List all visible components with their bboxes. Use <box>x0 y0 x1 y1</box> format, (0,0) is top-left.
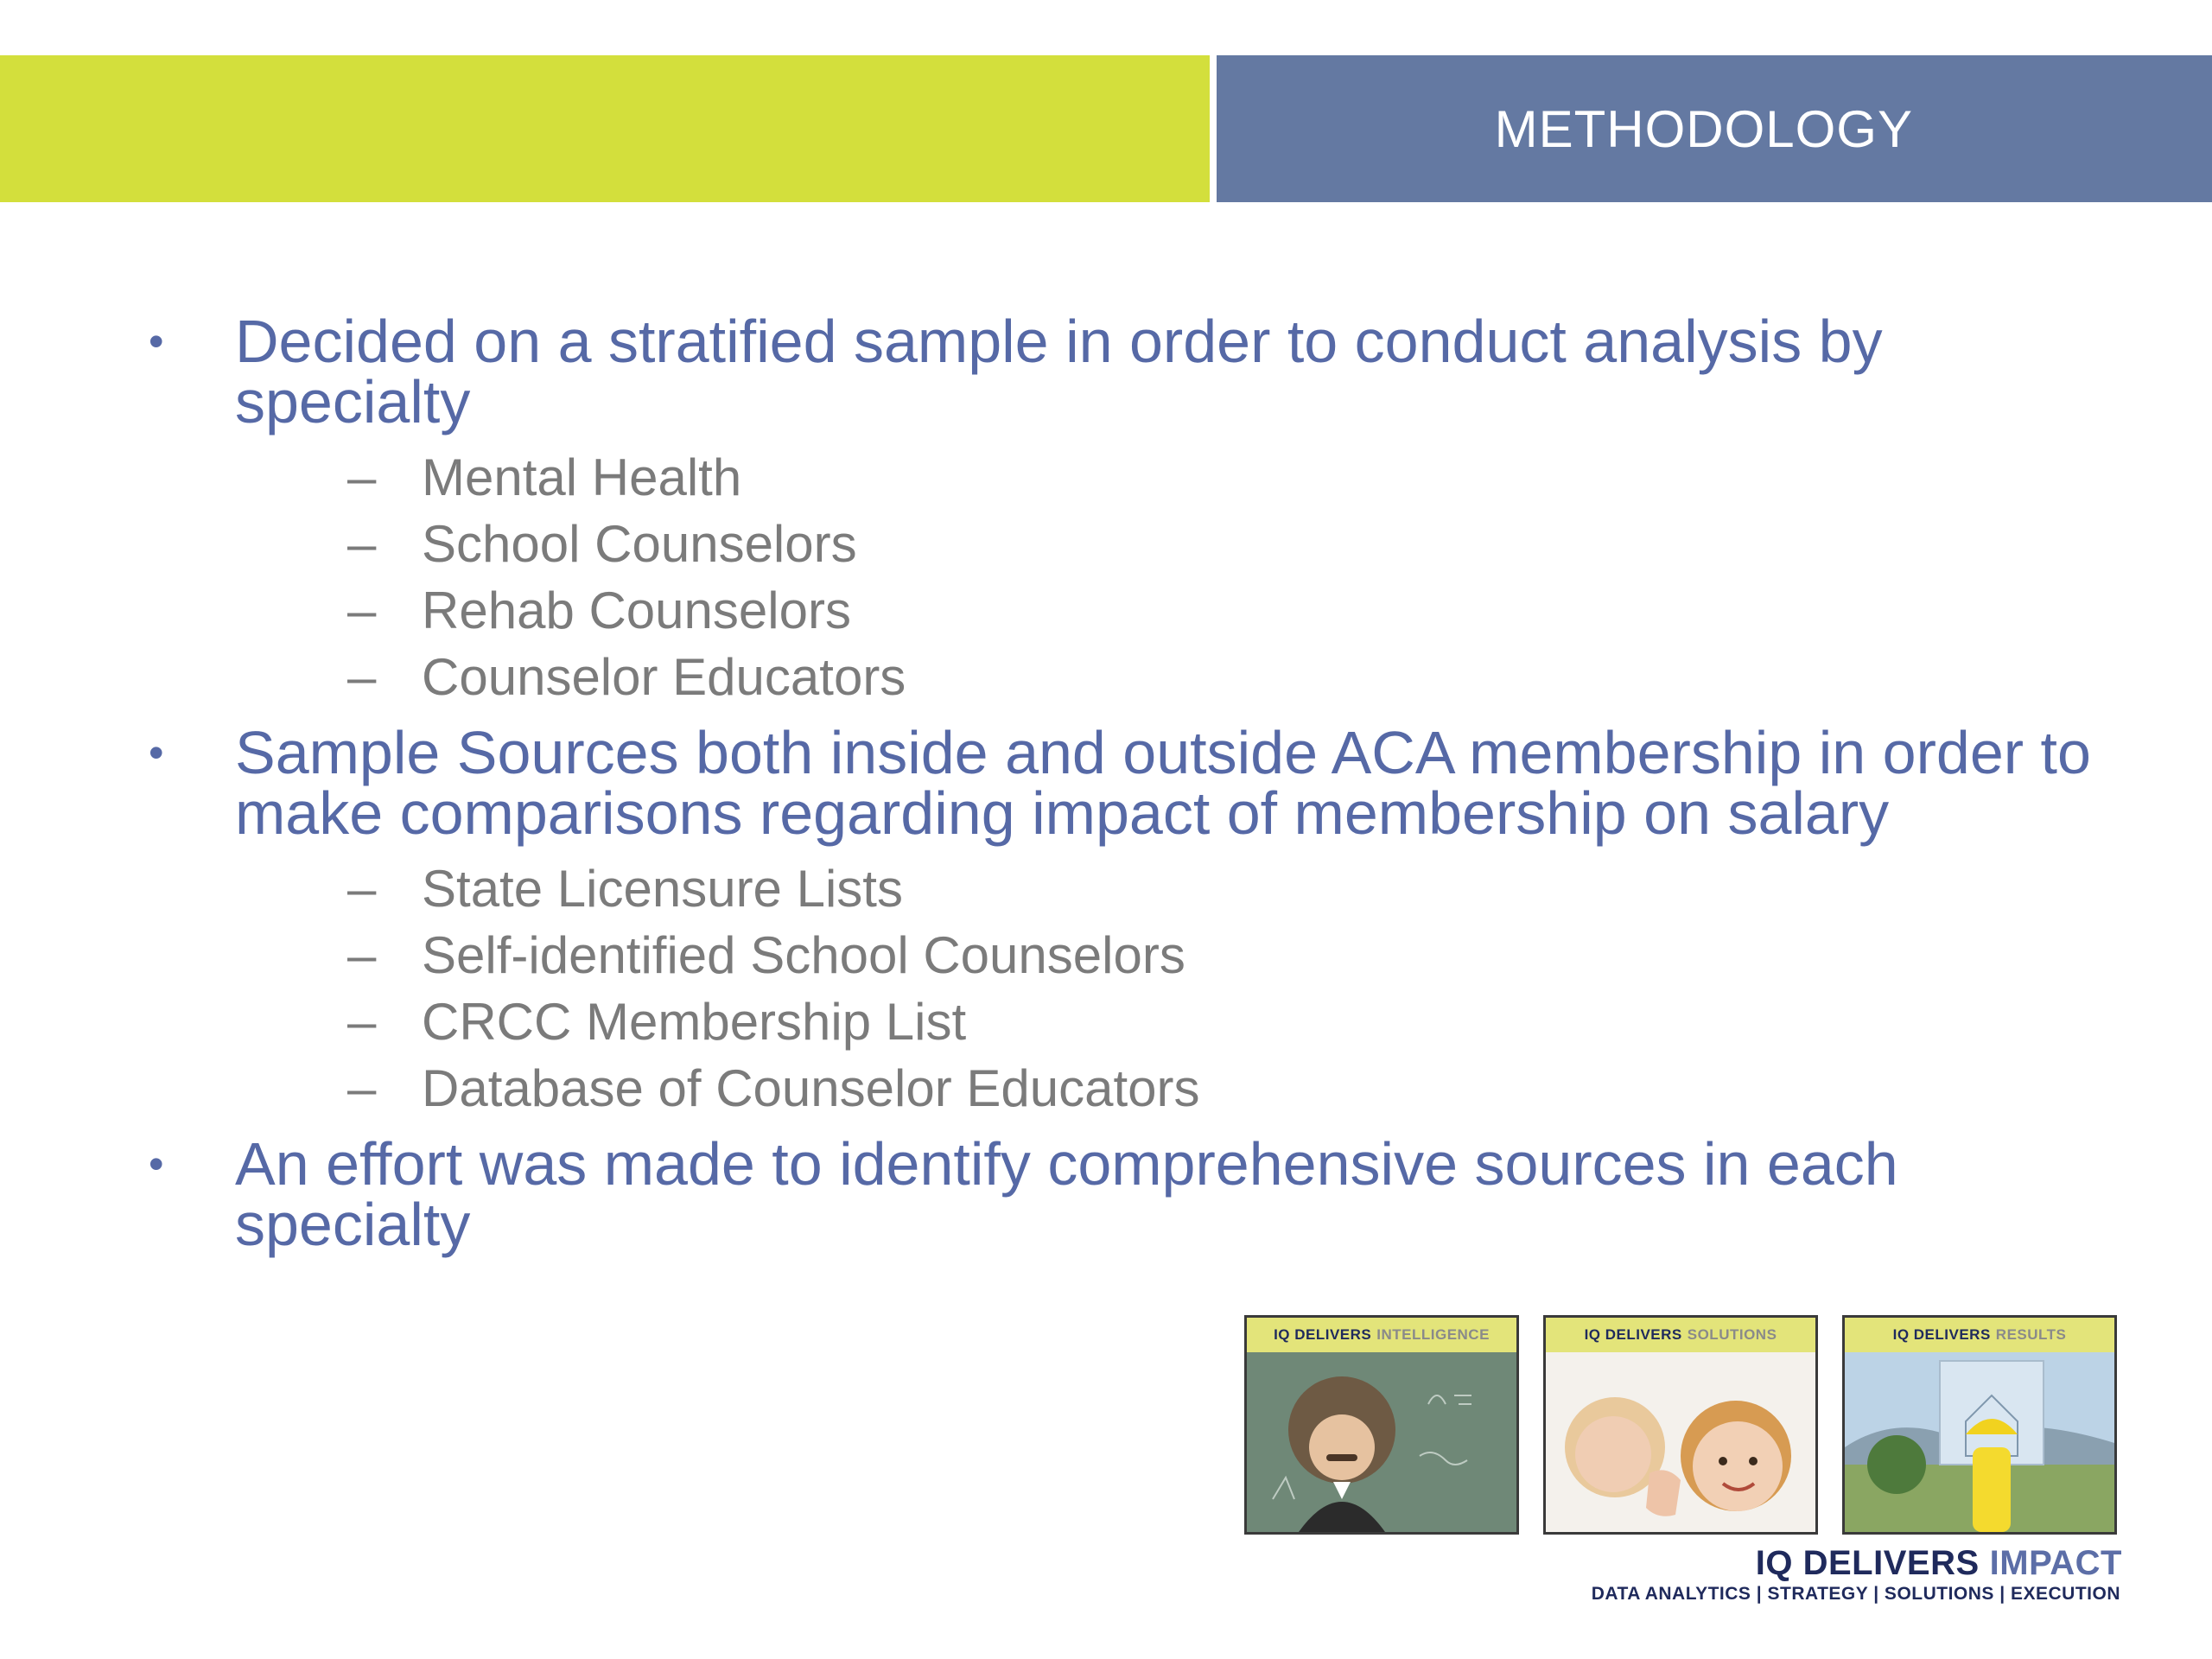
child-blueprint-image <box>1845 1352 2114 1532</box>
sub-text: Mental Health <box>422 448 742 506</box>
bullet-dot: • <box>149 1140 164 1188</box>
slide-title: METHODOLOGY <box>1494 99 1913 158</box>
sub-list <box>235 444 2133 710</box>
sub-dash: – <box>347 448 377 506</box>
tile-caption <box>1247 1318 1516 1352</box>
bullet-item <box>145 719 2133 1122</box>
sub-item <box>235 577 2133 644</box>
sub-text: Database of Counselor Educators <box>422 1059 1200 1117</box>
chalkboard-child-image <box>1247 1352 1516 1532</box>
bullet-text: Decided on a stratified sample in order to conduct analysis by specialty <box>235 308 1883 435</box>
sub-text: Self-identified School Counselors <box>422 926 1185 984</box>
sub-item <box>235 855 2133 922</box>
bullet-dot: • <box>149 728 164 777</box>
sub-dash: – <box>347 582 377 639</box>
bullet-list <box>145 308 2133 1267</box>
header-accent-bar <box>0 55 1210 202</box>
sub-item <box>235 644 2133 710</box>
bullet-text: An effort was made to identify comprehensive sources in each specialty <box>235 1130 1898 1258</box>
sub-list <box>235 855 2133 1122</box>
header-title-bar <box>1217 55 2212 202</box>
tile-intelligence <box>1244 1315 1519 1535</box>
sub-dash: – <box>347 515 377 573</box>
tile-prefix: IQ DELIVERS <box>1584 1326 1682 1343</box>
tile-accent: SOLUTIONS <box>1687 1326 1777 1343</box>
sub-text: Counselor Educators <box>422 648 906 706</box>
tile-solutions <box>1543 1315 1818 1535</box>
bullet-text: Sample Sources both inside and outside ACA membership in order to make comparisons regarding impact of membership on salary <box>235 719 2091 847</box>
bullet-item <box>145 308 2133 710</box>
whispering-children-image <box>1546 1352 1815 1532</box>
tile-prefix: IQ DELIVERS <box>1892 1326 1991 1343</box>
sub-text: State Licensure Lists <box>422 860 903 918</box>
brand-tagline: DATA ANALYTICS | STRATEGY | SOLUTIONS | EXECUTION <box>1591 1584 2120 1604</box>
brand-main: IQ DELIVERS <box>1755 1544 1980 1582</box>
sub-dash: – <box>347 860 377 918</box>
sub-text: School Counselors <box>422 515 857 573</box>
sub-item <box>235 444 2133 511</box>
sub-dash: – <box>347 926 377 984</box>
sub-item <box>235 922 2133 988</box>
brand-accent: IMPACT <box>1989 1544 2122 1582</box>
tile-caption <box>1546 1318 1815 1352</box>
tile-prefix: IQ DELIVERS <box>1274 1326 1372 1343</box>
sub-item <box>235 1055 2133 1122</box>
sub-text: Rehab Counselors <box>422 582 851 639</box>
bullet-item <box>145 1130 2133 1258</box>
sub-item <box>235 511 2133 577</box>
sub-dash: – <box>347 648 377 706</box>
bullet-dot: • <box>149 317 164 365</box>
sub-text: CRCC Membership List <box>422 993 967 1051</box>
tile-caption <box>1845 1318 2114 1352</box>
sub-dash: – <box>347 1059 377 1117</box>
sub-item <box>235 988 2133 1055</box>
tile-accent: RESULTS <box>1995 1326 2067 1343</box>
tile-results <box>1842 1315 2117 1535</box>
brand-logo <box>1756 1544 2122 1583</box>
tile-accent: INTELLIGENCE <box>1376 1326 1490 1343</box>
sub-dash: – <box>347 993 377 1051</box>
